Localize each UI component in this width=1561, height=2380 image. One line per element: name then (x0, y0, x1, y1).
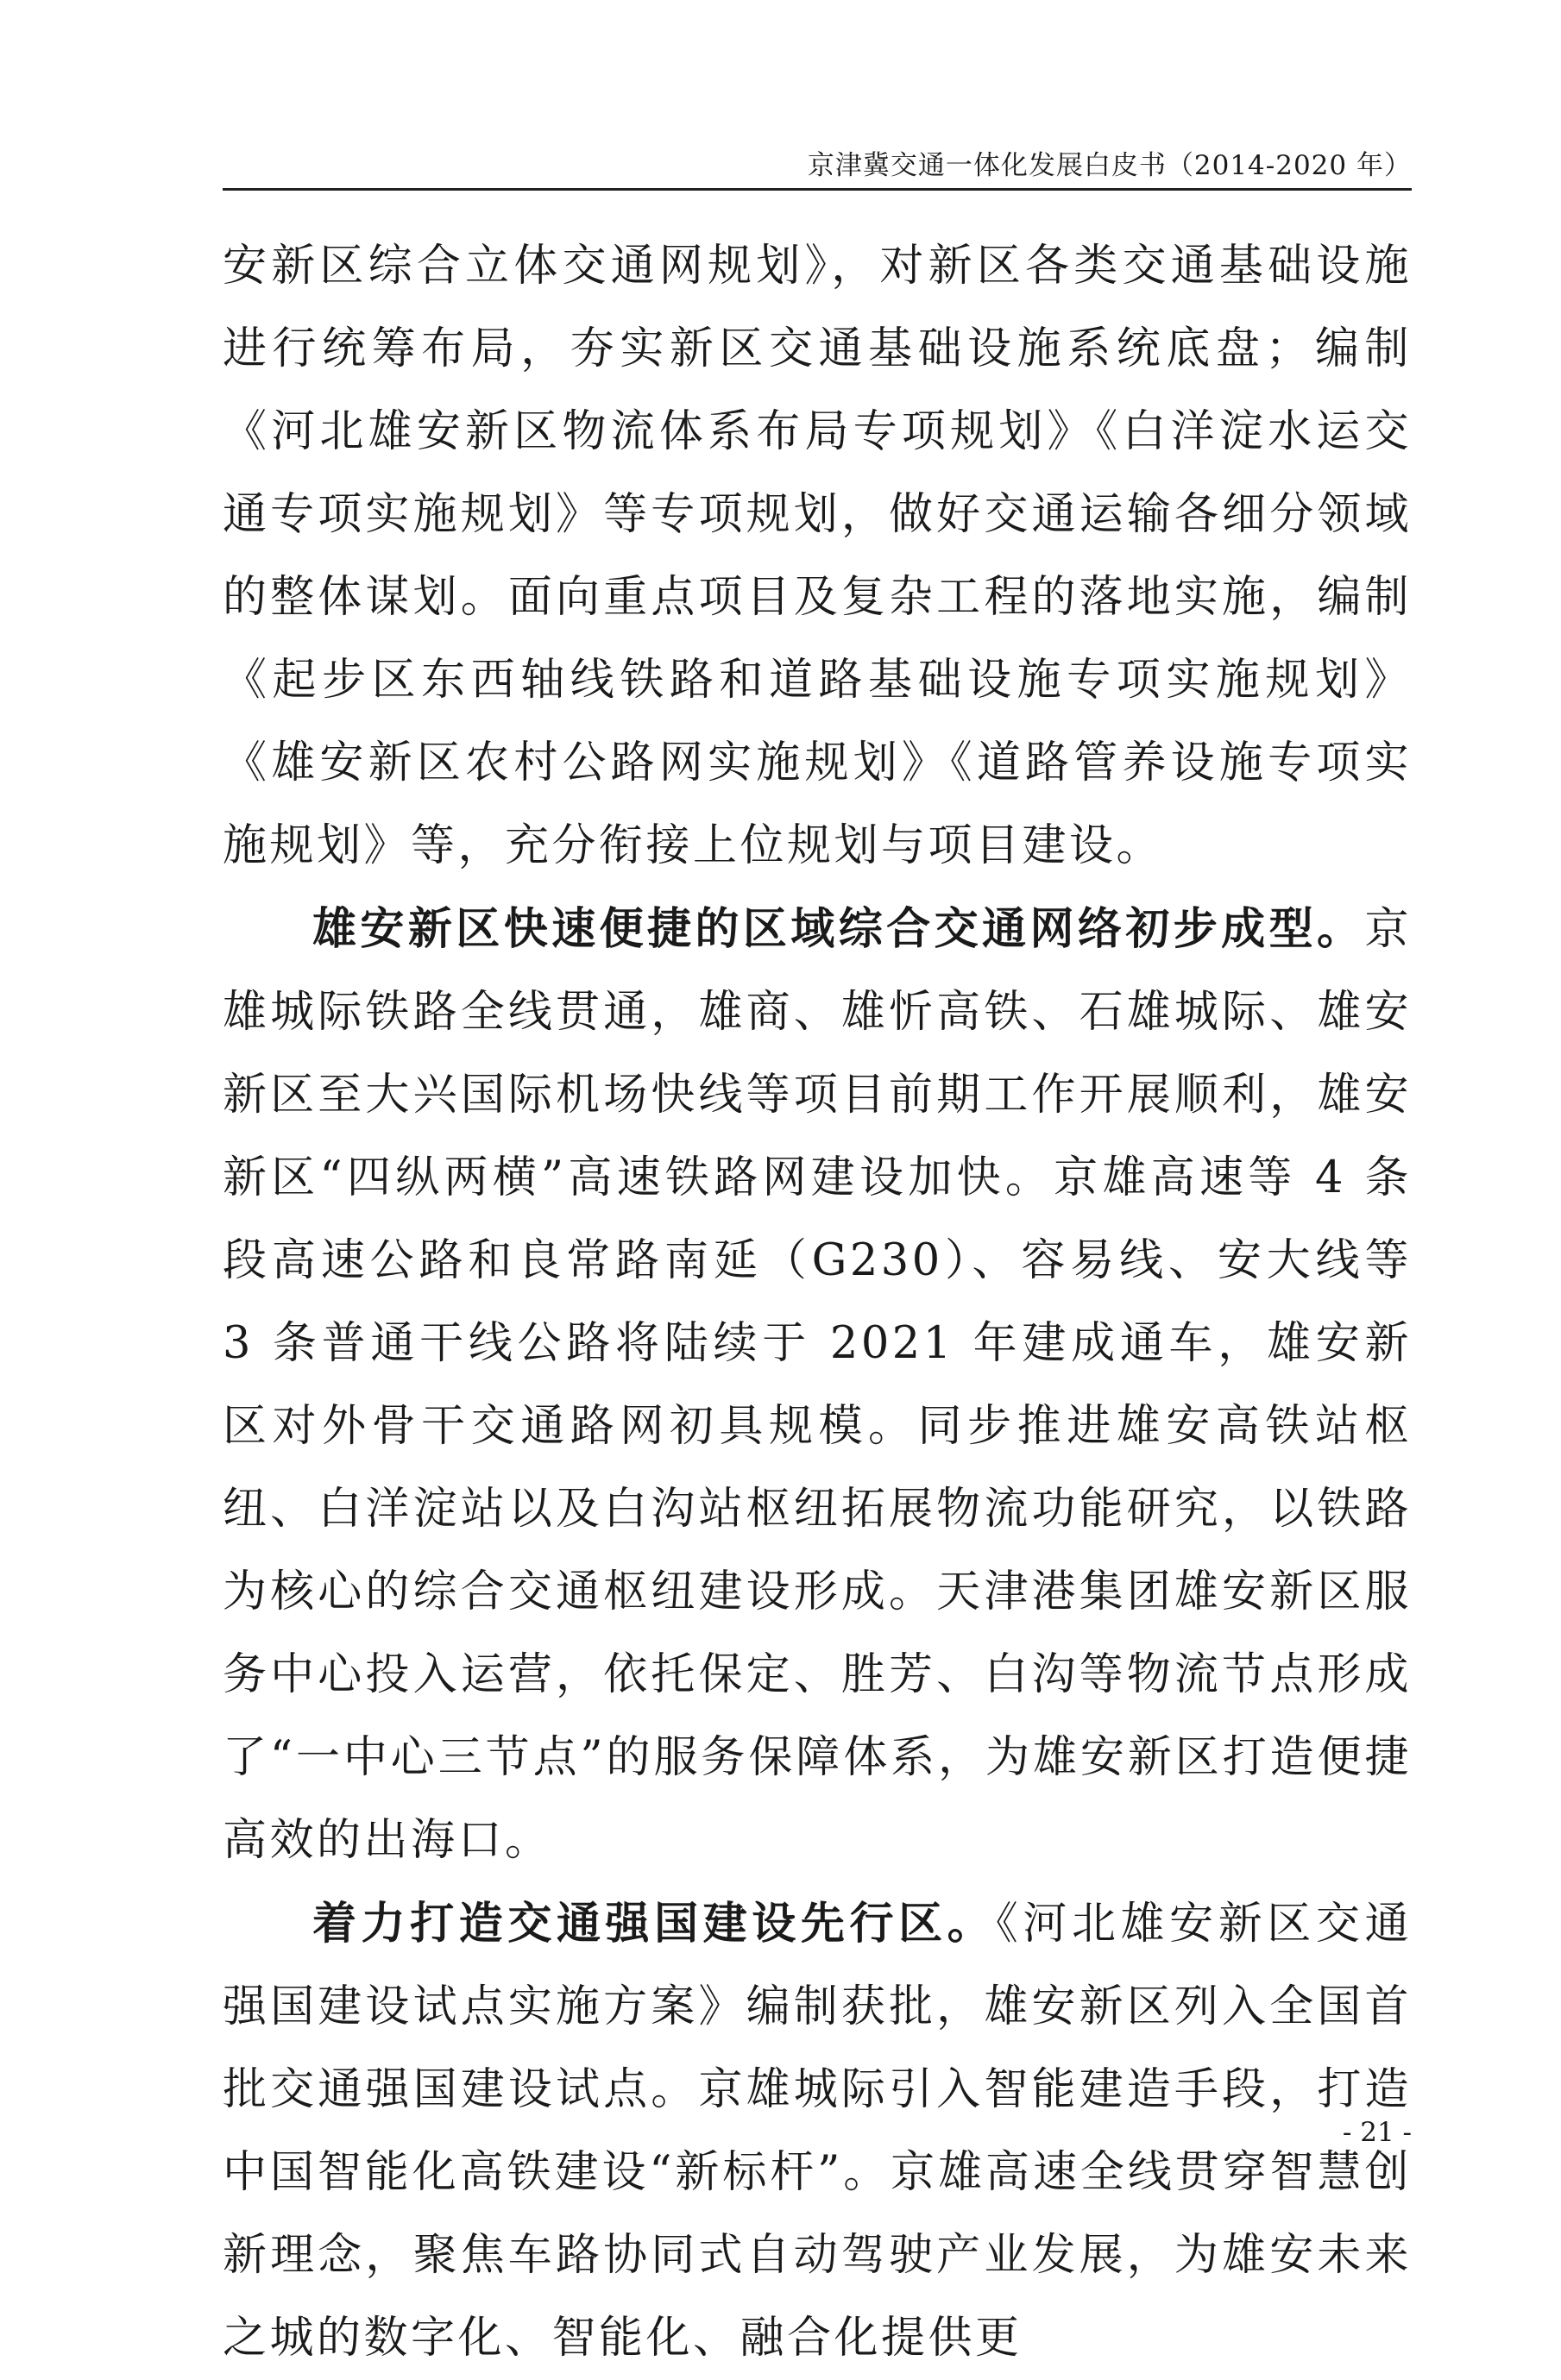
paragraph-continuation (223, 224, 1412, 888)
paragraph-text: 《河北雄安新区交通强国建设试点实施方案》编制获批，雄安新区列入全国首批交通强国建设试点。京雄城际引入智能建造手段，打造中国智能化高铁建设“新标杆”。京雄高速全线贯穿智慧创新理念，聚焦车路协同式自动驾驶产业发展，为雄安未来之城的数字化、智能化、融合化提供更 (223, 1899, 1412, 2364)
paragraph-lead: 着力打造交通强国建设先行区。 (312, 1898, 997, 1950)
paragraph-xiongan-network (223, 888, 1412, 1882)
paragraph-lead: 雄安新区快速便捷的区域综合交通网络初步成型。 (312, 903, 1365, 955)
body-text (223, 224, 1412, 2380)
running-header: 京津冀交通一体化发展白皮书（2014-2020 年） (807, 150, 1412, 181)
header-rule (223, 188, 1412, 191)
paragraph-text: 安新区综合立体交通网规划》，对新区各类交通基础设施进行统筹布局，夯实新区交通基础设施系统底盘；编制《河北雄安新区物流体系布局专项规划》《白洋淀水运交通专项实施规划》等专项规划，做好交通运输各细分领域的整体谋划。面向重点项目及复杂工程的落地实施，编制《起步区东西轴线铁路和道路基础设施专项实施规划》《雄安新区农村公路网实施规划》《道路管养设施专项实施规划》等，充分衔接上位规划与项目建设。 (223, 241, 1412, 871)
page-number: - 21 - (1342, 2117, 1412, 2148)
paragraph-text: 京雄城际铁路全线贯通，雄商、雄忻高铁、石雄城际、雄安新区至大兴国际机场快线等项目前期工作开展顺利，雄安新区“四纵两横”高速铁路网建设加快。京雄高速等 4 条段高速公路和良常路南延（G230）、容易线、安大线等 3 条普通干线公路将陆续于 2021 年建成通车，雄安新区对外骨干交通路网初具规模。同步推进雄安高铁站枢纽、白洋淀站以及白沟站枢纽拓展物流功能研究，以铁路为核心的综合交通枢纽建设形成。天津港集团雄安新区服务中心投入运营，依托保定、胜芳、白沟等物流节点形成了“一中心三节点”的服务保障体系，为雄安新区打造便捷高效的出海口。 (223, 904, 1412, 1866)
paragraph-pilot-zone (223, 1882, 1412, 2380)
